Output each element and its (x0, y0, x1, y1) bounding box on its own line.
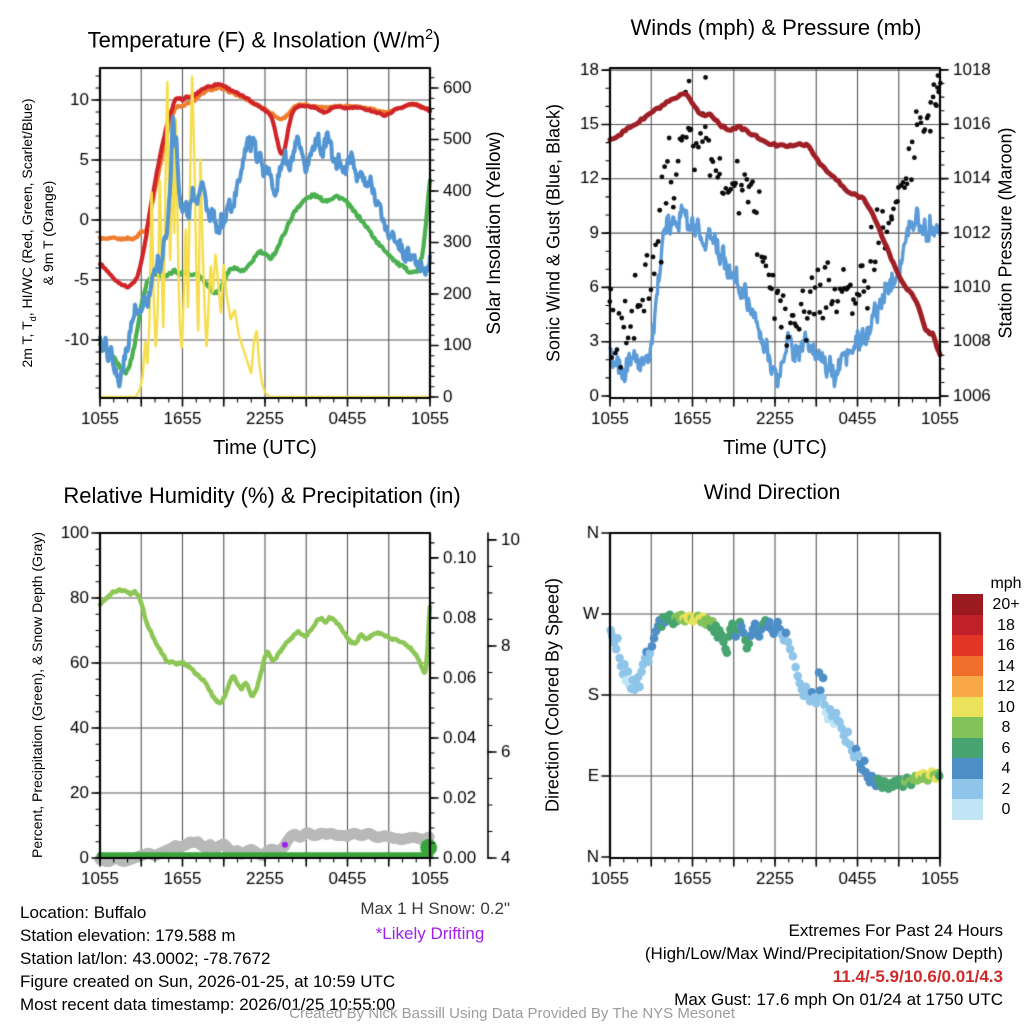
legend-label: 2 (1001, 780, 1011, 798)
legend-label: 4 (1001, 760, 1011, 777)
legend-swatch (952, 594, 983, 615)
direction-y-axis-label: Direction (Colored By Speed) (542, 577, 563, 813)
location-line: Location: Buffalo (20, 903, 147, 922)
humidity-chart-title: Relative Humidity (%) & Precipitation (in) (63, 483, 461, 508)
legend-swatch (952, 758, 983, 779)
legend-label: 8 (1001, 719, 1011, 736)
winds-x-axis-label: Time (UTC) (723, 437, 827, 459)
winds-chart-title: Winds (mph) & Pressure (mb) (630, 15, 922, 40)
legend-label: 10 (997, 698, 1015, 716)
temperature-y-axis-label: 2m T, $T_d$, HI/WC (Red, Green, Scarlet/Blue) & 9m T (Orange) (19, 98, 56, 368)
wind-y-axis-label: Sonic Wind & Gust (Blue, Black) (543, 103, 564, 363)
legend-label: 0 (1001, 801, 1011, 818)
max-snow-annotation: Max 1 H Snow: 0.2" (360, 899, 510, 918)
legend-swatch (952, 799, 983, 820)
legend-swatch (952, 697, 983, 718)
humidity-y-axis-label: Percent, Precipitation (Green), & Snow Depth (Gray) (29, 531, 45, 859)
wind-direction-chart-title: Wind Direction (703, 481, 841, 504)
legend-swatch (952, 615, 983, 636)
data-timestamp-line: Most recent data timestamp: 2026/01/25 10:55:00 (20, 995, 396, 1014)
pressure-y-axis-label: Station Pressure (Maroon) (995, 127, 1016, 339)
latlon-line: Station lat/lon: 43.0002; -78.7672 (20, 949, 271, 968)
figure-created-line: Figure created on Sun, 2026-01-25, at 10:59 UTC (20, 972, 396, 991)
credit-line: Created By Nick Bassill Using Data Provided By The NYS Mesonet (289, 1005, 735, 1022)
speed-legend-unit: mph (990, 575, 1022, 592)
legend-label: 14 (997, 657, 1015, 675)
legend-swatch (952, 635, 983, 656)
legend-swatch (952, 656, 983, 677)
temperature-chart-title: Temperature (F) & Insolation $(W/m^2)$ (87, 27, 441, 53)
legend-label: 12 (997, 678, 1015, 695)
speed-legend (950, 575, 1024, 825)
insolation-y-axis-label: Solar Insolation (Yellow) (484, 131, 505, 335)
legend-label: 18 (997, 616, 1015, 634)
extremes-title: Extremes For Past 24 Hours (788, 921, 1003, 940)
max-gust-line: Max Gust: 17.6 mph On 01/24 at 1750 UTC (674, 990, 1003, 1009)
legend-swatch (952, 717, 983, 738)
legend-swatch (952, 738, 983, 759)
temperature-x-axis-label: Time (UTC) (213, 437, 317, 459)
legend-label: 6 (1001, 739, 1011, 757)
likely-drifting-annotation: *Likely Drifting (375, 924, 485, 943)
legend-swatch (952, 779, 983, 800)
extremes-subtitle: (High/Low/Max Wind/Precipitation/Snow Depth) (644, 944, 1003, 963)
legend-label: 16 (997, 637, 1015, 654)
elevation-line: Station elevation: 179.588 m (20, 926, 236, 945)
legend-swatch (952, 676, 983, 697)
extremes-values: 11.4/-5.9/10.6/0.01/4.3 (832, 967, 1003, 986)
legend-label: 20+ (992, 596, 1020, 613)
